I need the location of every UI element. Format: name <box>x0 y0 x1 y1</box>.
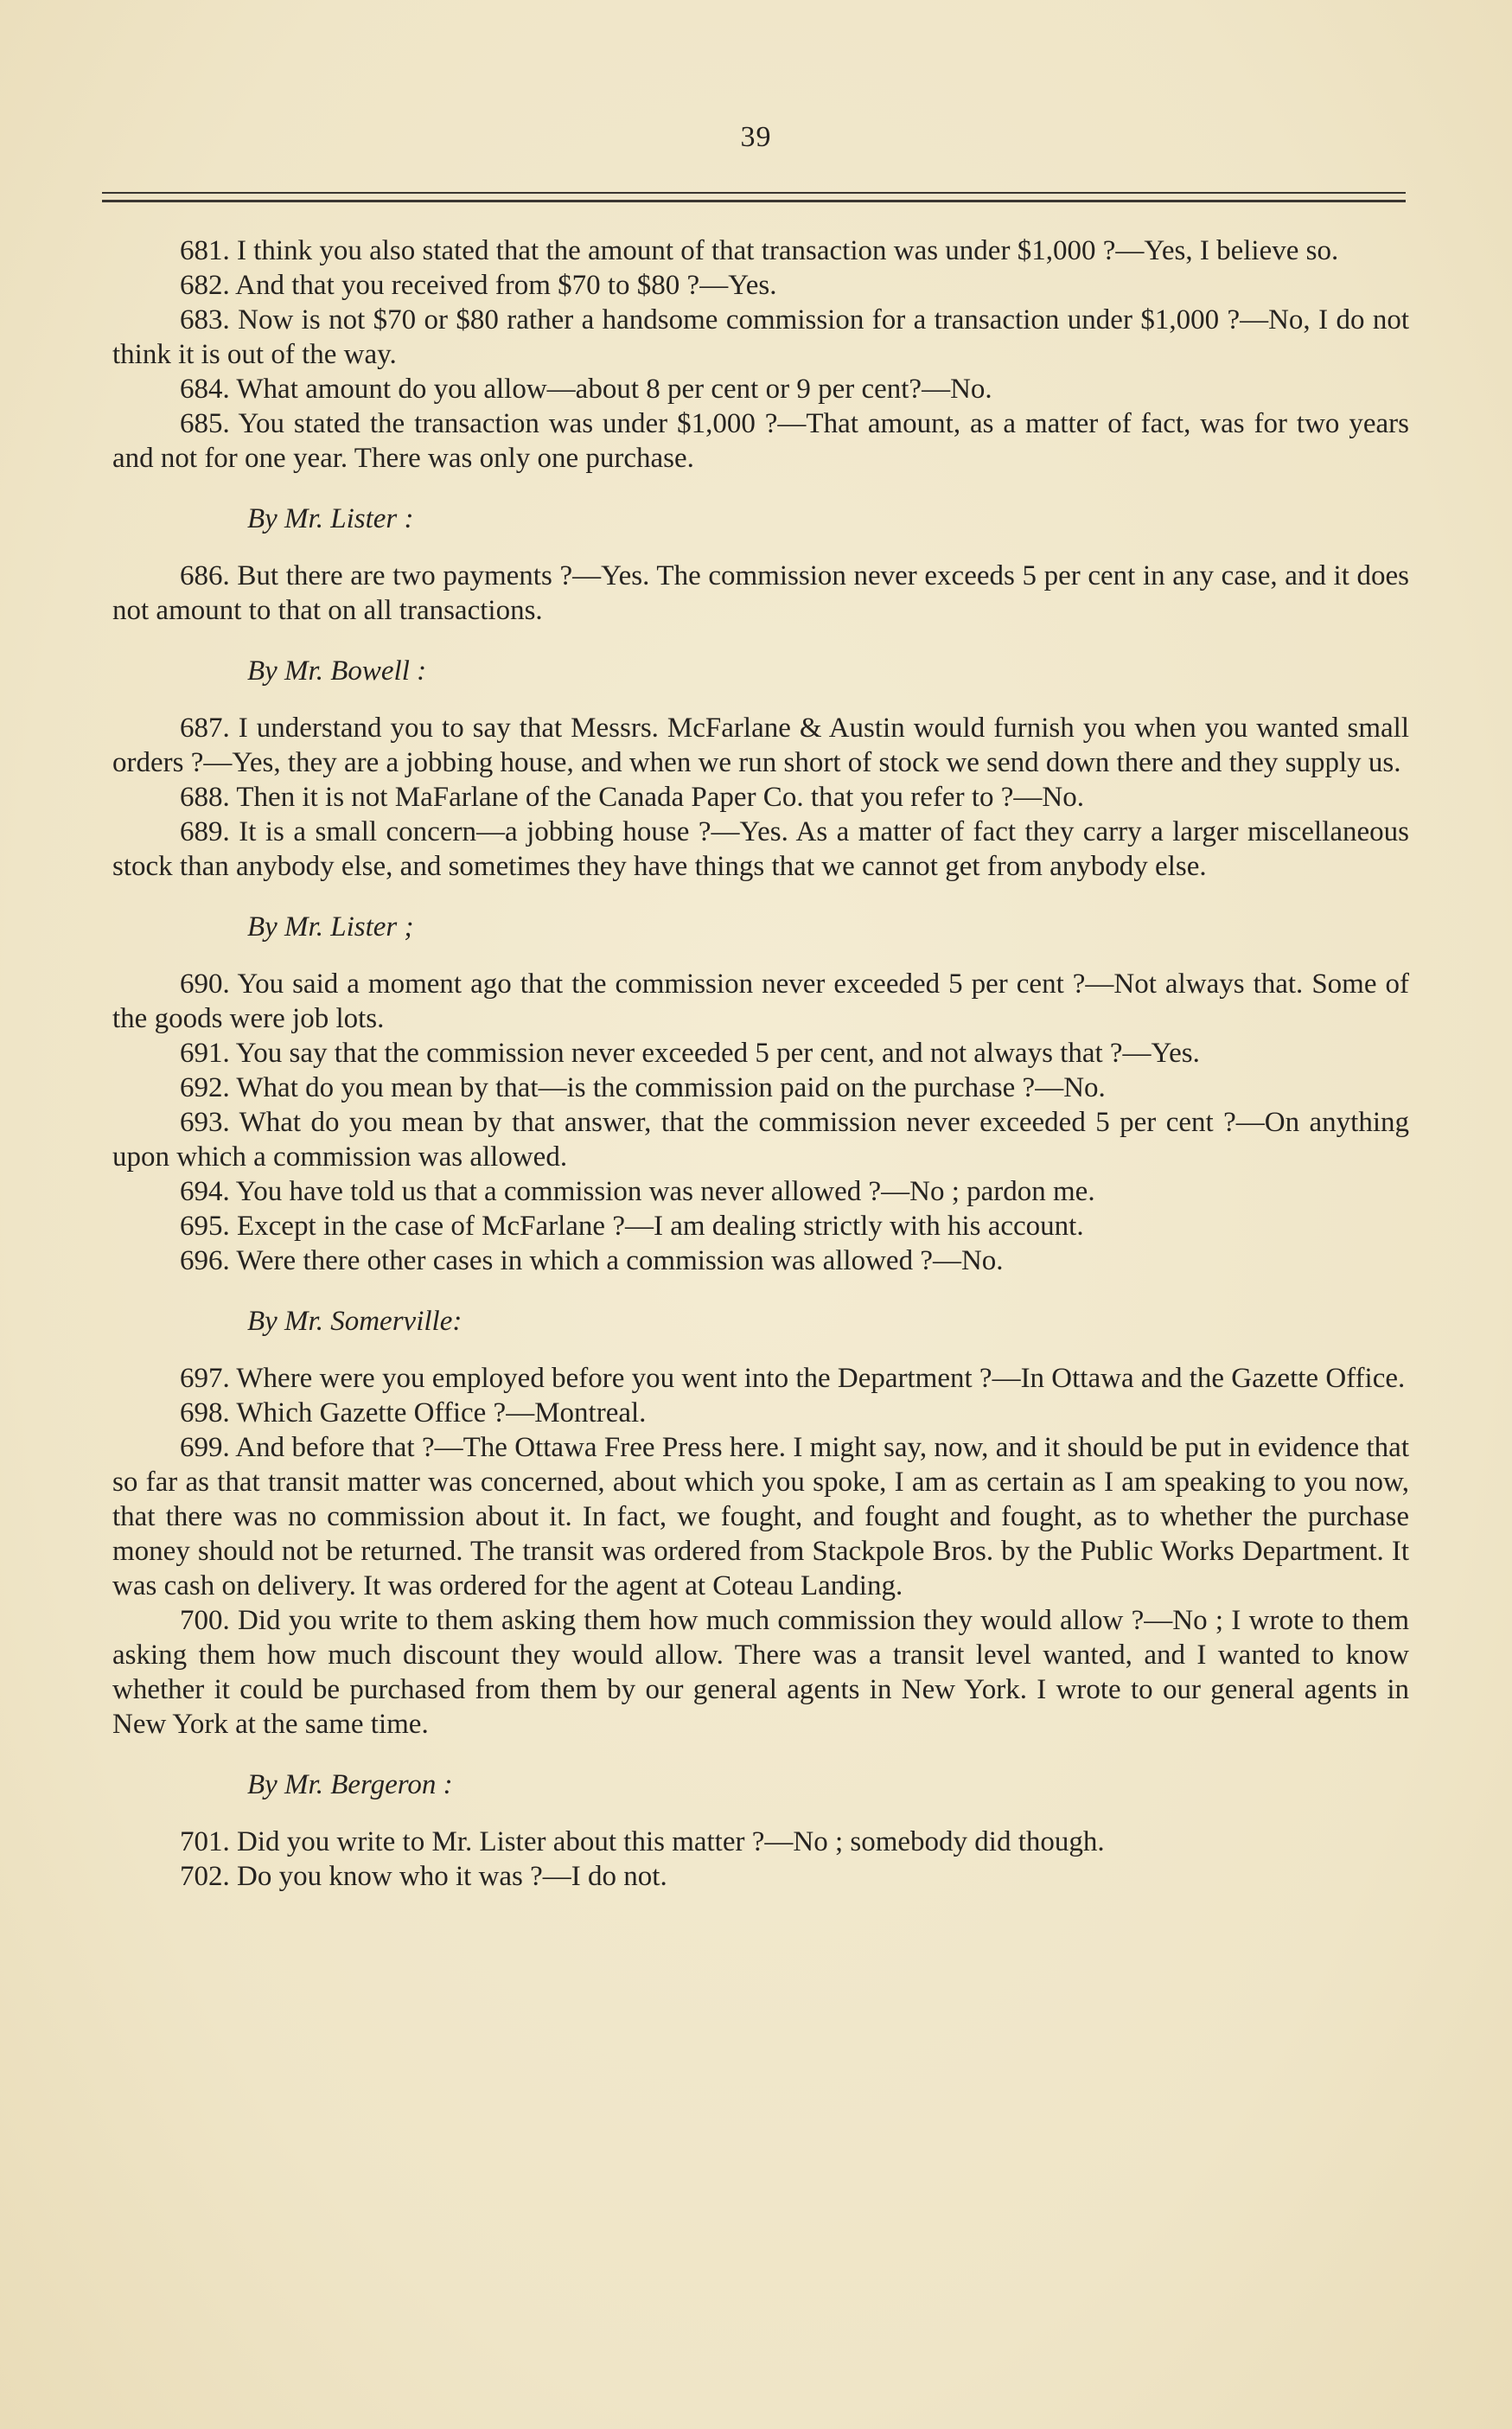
question-685: 685. You stated the transaction was under $1,000 ?—That amount, as a matter of fact, was for two years and not for one year. There was only one purchase. <box>112 408 1409 474</box>
header-rule-bottom <box>102 200 1406 202</box>
question-681: 681. I think you also stated that the amount of that transaction was under $1,000 ?—Yes, I believe so. <box>180 235 1339 266</box>
question-690: 690. You said a moment ago that the commission never exceeded 5 per cent ?—Not always that. Some of the goods were job lots. <box>112 968 1409 1034</box>
page-number: 39 <box>740 121 772 153</box>
speaker-heading: By Mr. Lister : <box>247 503 414 534</box>
question-683: 683. Now is not $70 or $80 rather a handsome commission for a transaction under $1,000 ?—No, I do not think it is out of the way. <box>112 304 1409 370</box>
question-700: 700. Did you write to them asking them how much commission they would allow ?—No ; I wrote to them asking them how much discount they would allow. There was a transit level wanted, and I wanted to know whether it could be purchased from them by our general agents in New York. I wrote to our general agents in New York at the same time. <box>112 1605 1409 1740</box>
question-701: 701. Did you write to Mr. Lister about this matter ?—No ; somebody did though. <box>180 1826 1105 1857</box>
question-694: 694. You have told us that a commission was never allowed ?—No ; pardon me. <box>180 1176 1095 1207</box>
question-702: 702. Do you know who it was ?—I do not. <box>180 1861 667 1892</box>
question-682: 682. And that you received from $70 to $80 ?—Yes. <box>180 270 777 301</box>
question-692: 692. What do you mean by that—is the commission paid on the purchase ?—No. <box>180 1072 1106 1103</box>
question-693: 693. What do you mean by that answer, that the commission never exceeded 5 per cent ?—On anything upon which a commission was allowed. <box>112 1107 1409 1173</box>
question-684: 684. What amount do you allow—about 8 per cent or 9 per cent?—No. <box>180 374 992 405</box>
question-698: 698. Which Gazette Office ?—Montreal. <box>180 1397 647 1429</box>
speaker-heading: By Mr. Somerville: <box>247 1306 463 1337</box>
question-691: 691. You say that the commission never exceeded 5 per cent, and not always that ?—Yes. <box>180 1038 1200 1069</box>
testimony-body <box>112 233 1409 1894</box>
speaker-heading: By Mr. Lister ; <box>247 911 414 943</box>
question-686: 686. But there are two payments ?—Yes. The commission never exceeds 5 per cent in any case, and it does not amount to that on all transactions. <box>112 560 1409 626</box>
speaker-heading: By Mr. Bowell : <box>247 655 427 687</box>
header-rule-top <box>102 192 1406 194</box>
question-688: 688. Then it is not MaFarlane of the Canada Paper Co. that you refer to ?—No. <box>180 782 1084 813</box>
question-699: 699. And before that ?—The Ottawa Free Press here. I might say, now, and it should be put in evidence that so far as that transit matter was concerned, about which you spoke, I am as certain as I am speaking to you now, that there was no commission about it. In fact, we fought, and fought and fought, as to whether the purchase money should not be returned. The transit was ordered from Stackpole Bros. by the Public Works Department. It was cash on delivery. It was ordered for the agent at Coteau Landing. <box>112 1432 1409 1601</box>
question-695: 695. Except in the case of McFarlane ?—I am dealing strictly with his account. <box>180 1211 1084 1242</box>
question-696: 696. Were there other cases in which a commission was allowed ?—No. <box>180 1245 1004 1276</box>
question-697: 697. Where were you employed before you went into the Department ?—In Ottawa and the Gazette Office. <box>180 1363 1406 1394</box>
speaker-heading: By Mr. Bergeron : <box>247 1769 453 1800</box>
question-689: 689. It is a small concern—a jobbing house ?—Yes. As a matter of fact they carry a larger miscellaneous stock than anybody else, and sometimes they have things that we cannot get from anybody else. <box>112 816 1409 882</box>
question-687: 687. I understand you to say that Messrs. McFarlane & Austin would furnish you when you wanted small orders ?—Yes, they are a jobbing house, and when we run short of stock we send down there and they supply us. <box>112 713 1409 778</box>
